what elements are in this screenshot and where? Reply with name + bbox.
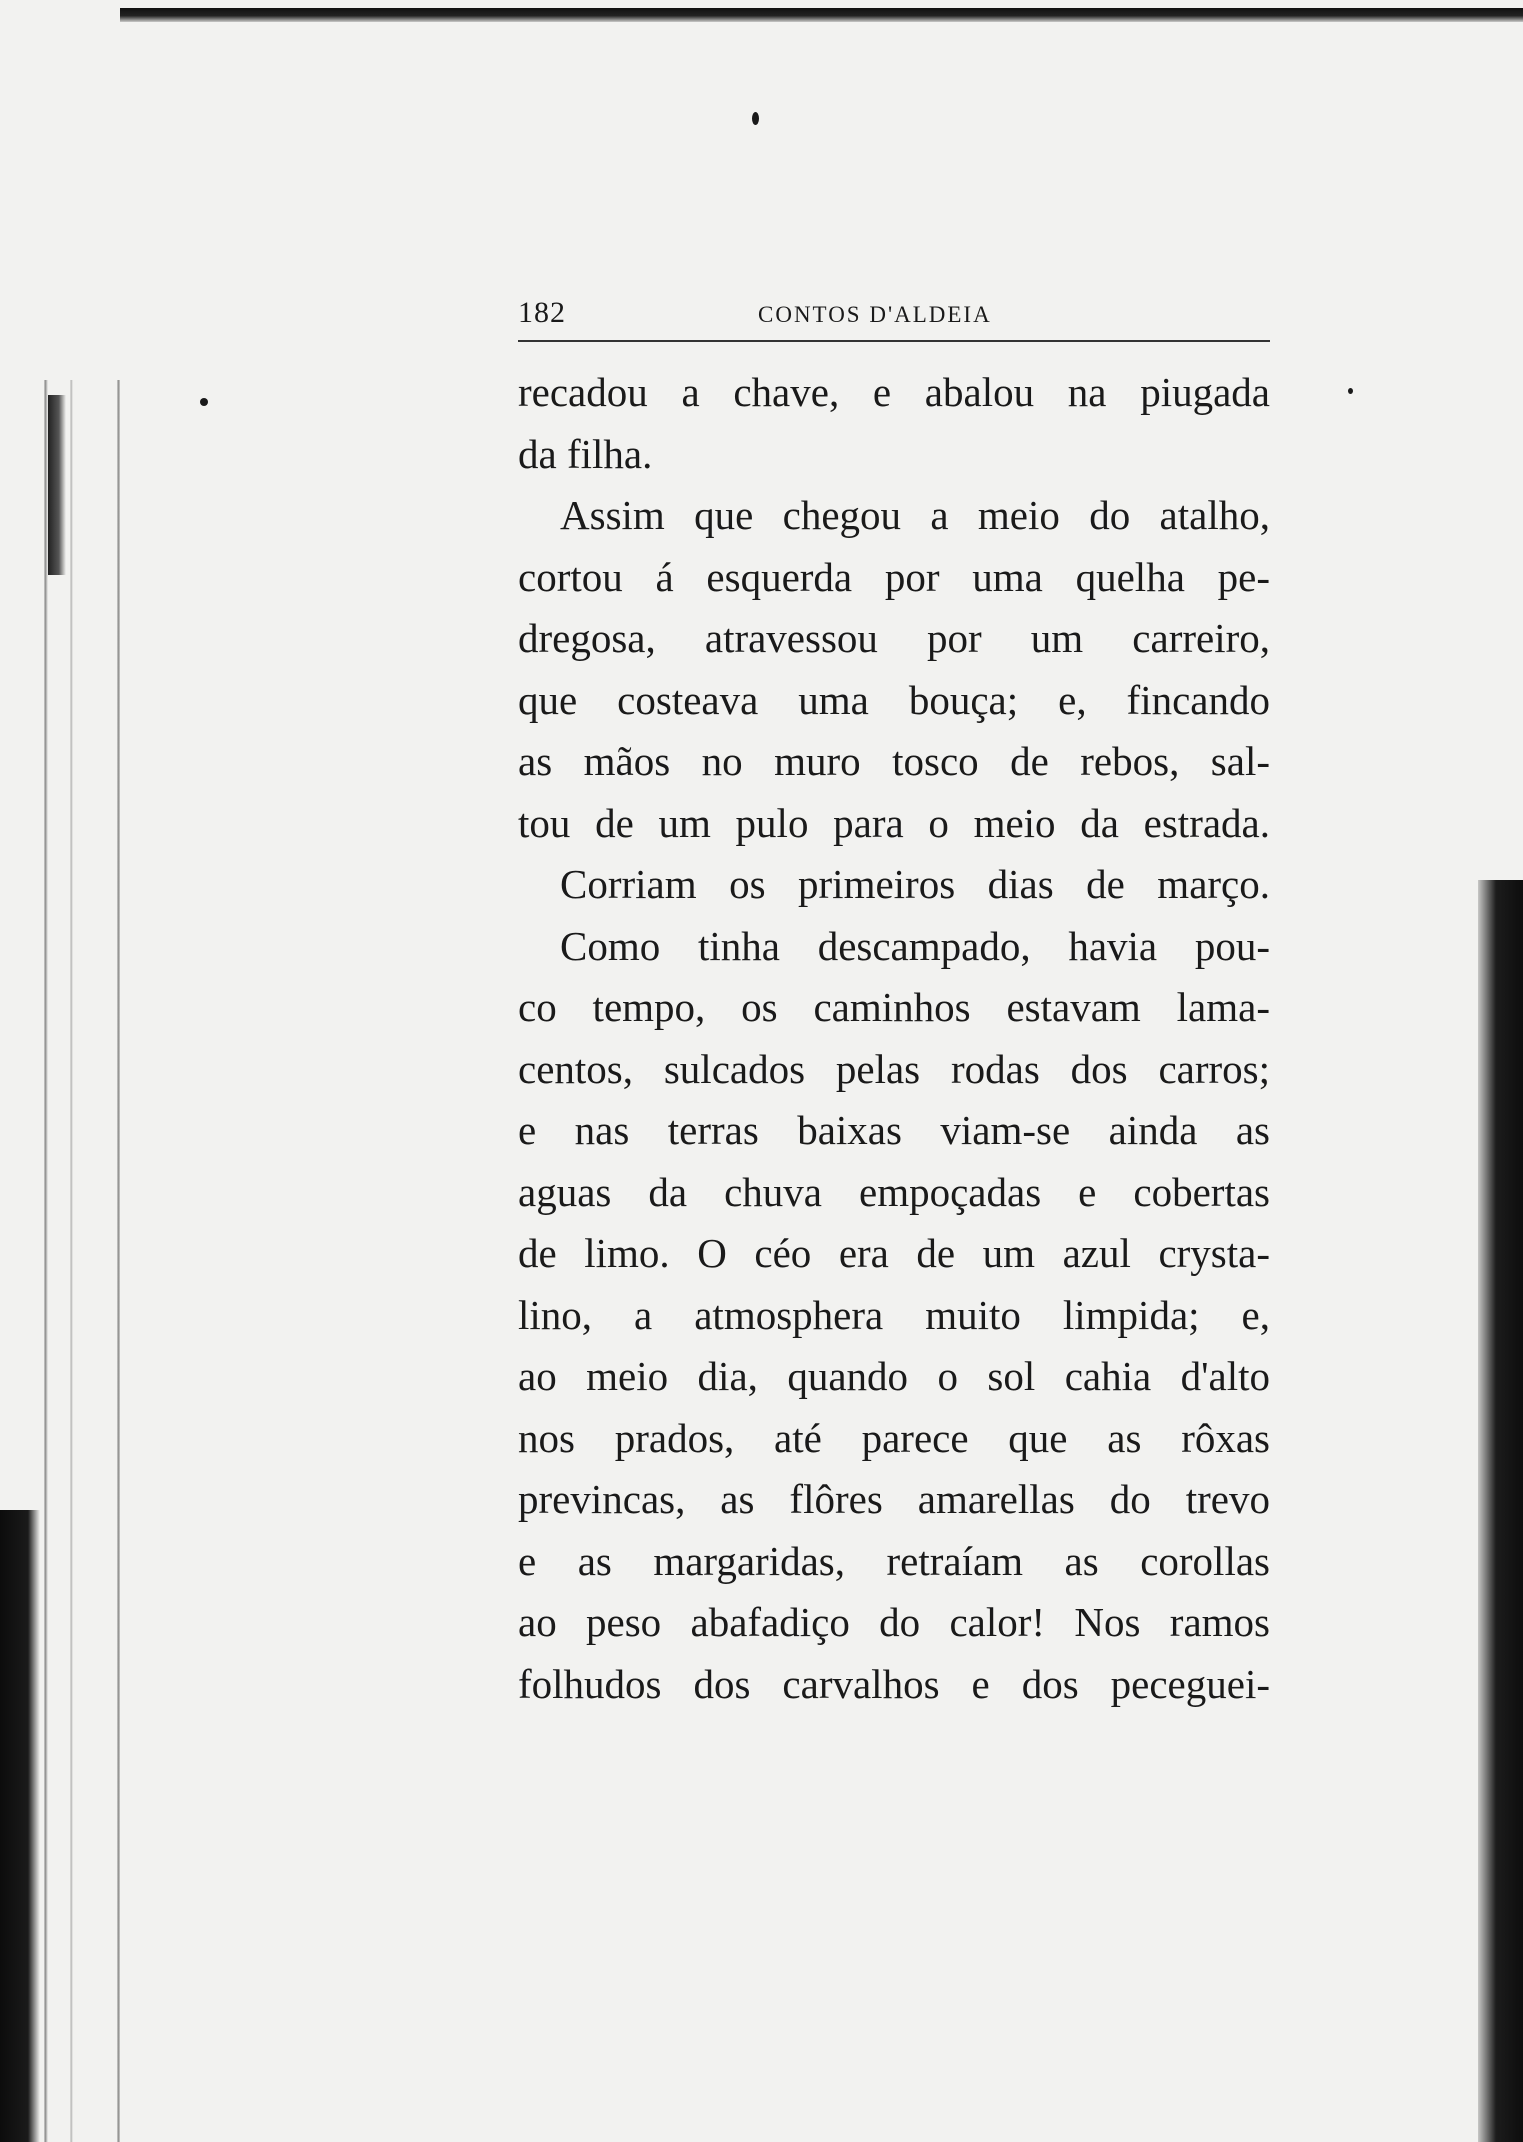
text-line: aguas da chuva empoçadas e cobertas bbox=[518, 1168, 1270, 1215]
scan-shadow-right bbox=[1478, 880, 1523, 2142]
text-line: recadou a chave, e abalou na piugada bbox=[518, 369, 1270, 415]
text-line: nos prados, até parece que as rôxas bbox=[518, 1414, 1270, 1461]
text-line: ao peso abafadiço do calor! Nos ramos bbox=[518, 1599, 1270, 1645]
text-line: cortou á esquerda por uma quelha pe- bbox=[518, 553, 1270, 600]
text-line: Como tinha descampado, havia pou- bbox=[560, 922, 1270, 969]
scan-binding-mark bbox=[48, 395, 66, 575]
text-line: lino, a atmosphera muito limpida; e, bbox=[518, 1291, 1270, 1338]
page-number: 182 bbox=[518, 296, 566, 329]
text-line: que costeava uma bouça; e, fincando bbox=[518, 676, 1270, 723]
scan-border-top bbox=[120, 8, 1523, 22]
text-line: Corriam os primeiros dias de março. bbox=[560, 861, 1270, 907]
text-line: centos, sulcados pelas rodas dos carros; bbox=[518, 1045, 1270, 1092]
ink-speck bbox=[200, 398, 208, 406]
text-line: dregosa, atravessou por um carreiro, bbox=[518, 615, 1270, 661]
text-line: de limo. O céo era de um azul crysta- bbox=[518, 1230, 1270, 1276]
text-line: as mãos no muro tosco de rebos, sal- bbox=[518, 738, 1270, 784]
text-line: da filha. bbox=[518, 430, 653, 477]
text-line: folhudos dos carvalhos e dos peceguei- bbox=[518, 1660, 1270, 1707]
running-header bbox=[518, 290, 1270, 342]
paragraph bbox=[518, 362, 1270, 485]
scan-shadow-left bbox=[0, 1510, 40, 2142]
text-line: ao meio dia, quando o sol cahia d'alto bbox=[518, 1353, 1270, 1399]
book-title-header: CONTOS D'ALDEIA bbox=[758, 302, 992, 327]
text-line: previncas, as flôres amarellas do trevo bbox=[518, 1476, 1270, 1522]
text-line: Assim que chegou a meio do atalho, bbox=[560, 492, 1270, 538]
ink-speck bbox=[1348, 388, 1353, 394]
paragraph bbox=[518, 854, 1270, 916]
book-page bbox=[518, 290, 1270, 1715]
text-line: e as margaridas, retraíam as corollas bbox=[518, 1537, 1270, 1584]
text-line: co tempo, os caminhos estavam lama- bbox=[518, 984, 1270, 1030]
body-text bbox=[518, 362, 1270, 1715]
paragraph bbox=[518, 485, 1270, 854]
paragraph bbox=[518, 916, 1270, 1716]
ink-speck bbox=[752, 112, 759, 125]
text-line: tou de um pulo para o meio da estrada. bbox=[518, 799, 1270, 846]
text-line: e nas terras baixas viam-se ainda as bbox=[518, 1107, 1270, 1153]
